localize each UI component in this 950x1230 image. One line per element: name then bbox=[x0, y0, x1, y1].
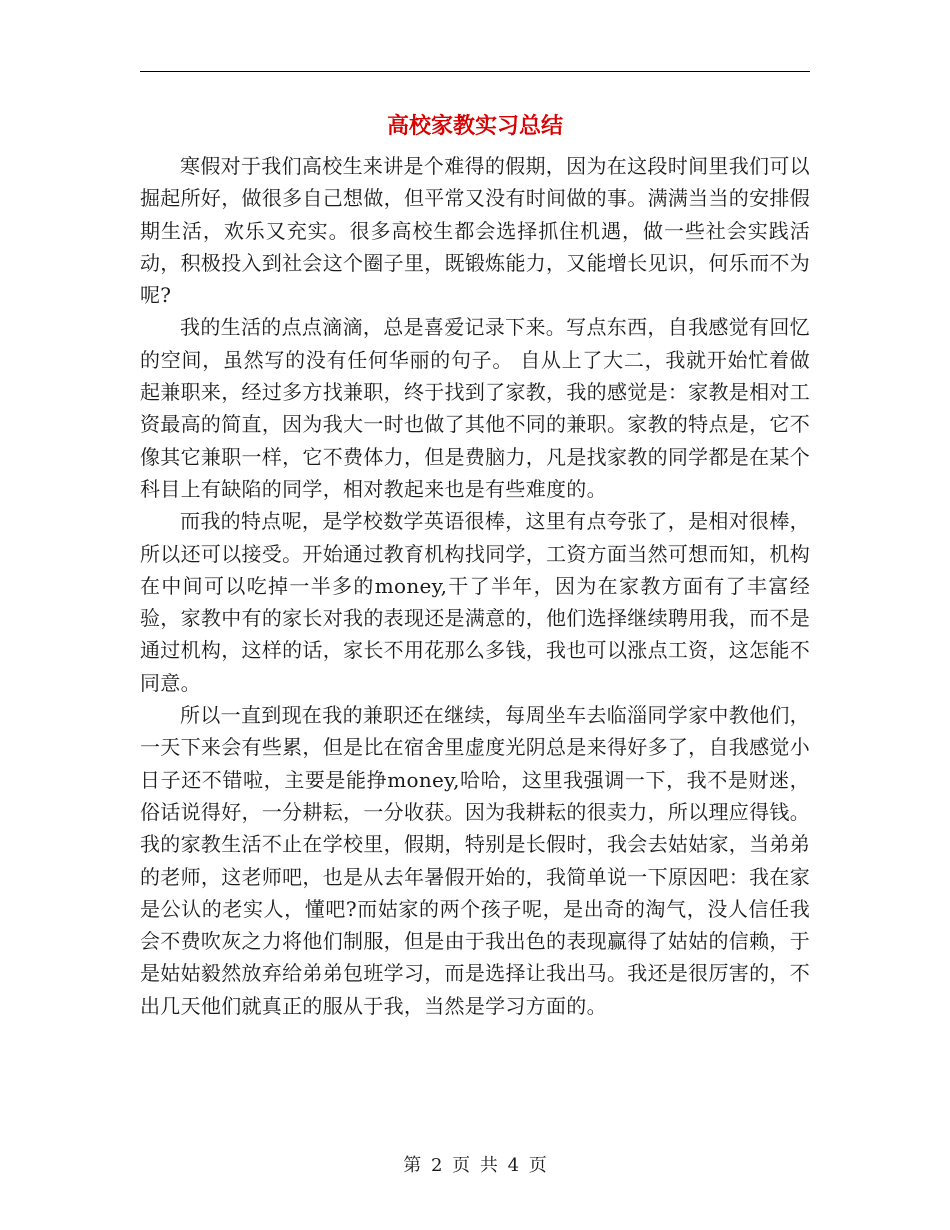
page-number-footer: 第 2 页 共 4 页 bbox=[403, 1155, 547, 1176]
document-title: 高校家教实习总结 bbox=[386, 113, 563, 139]
header-rule bbox=[140, 71, 810, 72]
document-body bbox=[140, 150, 810, 1022]
body-paragraph-3: 而我的特点呢，是学校数学英语很棒，这里有点夸张了，是相对很棒，所以还可以接受。开始通过教育机构找同学，工资方面当然可想而知，机构在中间可以吃掉一半多的money,干了半年，因为在家教方面有了丰富经验，家教中有的家长对我的表现还是满意的，他们选择继续聘用我，而不是通过机构，这样的话，家长不用花那么多钱，我也可以涨点工资，这怎能不同意。 bbox=[140, 509, 810, 695]
body-paragraph-4: 所以一直到现在我的兼职还在继续，每周坐车去临淄同学家中教他们，一天下来会有些累，但是比在宿舍里虚度光阴总是来得好多了，自我感觉小日子还不错啦，主要是能挣money,哈哈，这里我强调一下，我不是财迷，俗话说得好，一分耕耘，一分收获。因为我耕耘的很卖力，所以理应得钱。 我的家教生活不止在学校里，假期，特别是长假时，我会去姑姑家，当弟弟的老师，这老师吧，也是从去年暑假开始的，我简单说一下原因吧：我在家是公认的老实人，懂吧?而姑家的两个孩子呢，是出奇的淘气，没人信任我会不费吹灰之力将他们制服，但是由于我出色的表现赢得了姑姑的信赖，于是姑姑毅然放弃给弟弟包班学习，而是选择让我出马。我还是很厉害的，不出几天他们就真正的服从于我，当然是学习方面的。 bbox=[140, 703, 810, 1018]
body-paragraph-1: 寒假对于我们高校生来讲是个难得的假期，因为在这段时间里我们可以掘起所好，做很多自己想做，但平常又没有时间做的事。满满当当的安排假期生活，欢乐又充实。很多高校生都会选择抓住机遇，做一些社会实践活动，积极投入到社会这个圈子里，既锻炼能力，又能增长见识，何乐而不为呢? bbox=[140, 154, 810, 308]
body-paragraph-2: 我的生活的点点滴滴，总是喜爱记录下来。写点东西，自我感觉有回忆的空间，虽然写的没有任何华丽的句子。 自从上了大二，我就开始忙着做起兼职来，经过多方找兼职，终于找到了家教，我的感觉是：家教是相对工资最高的简直，因为我大一时也做了其他不同的兼职。家教的特点是，它不像其它兼职一样，它不费体力，但是费脑力，凡是找家教的同学都是在某个科目上有缺陷的同学，相对教起来也是有些难度的。 bbox=[140, 315, 810, 501]
